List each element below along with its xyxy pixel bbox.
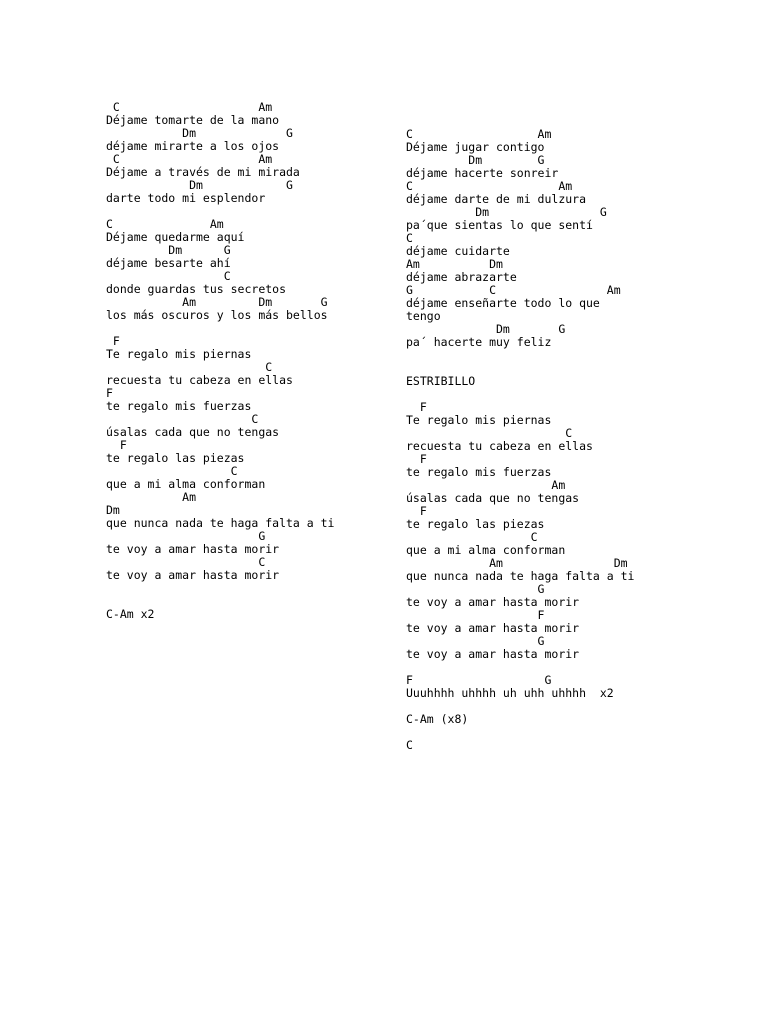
chord-line: C xyxy=(406,426,573,440)
chord-line: Dm xyxy=(106,503,120,517)
lyric-line: úsalas cada que no tengas xyxy=(106,425,280,439)
chord-line: F xyxy=(406,452,427,466)
chord-line: C Am xyxy=(106,217,224,231)
chord-line: C xyxy=(106,555,266,569)
lyric-line: te voy a amar hasta morir xyxy=(106,568,280,582)
chord-line: C xyxy=(106,269,231,283)
lyric-line: déjame abrazarte xyxy=(406,270,517,284)
lyric-line: Déjame tomarte de la mano xyxy=(106,113,280,127)
chord-line: C xyxy=(106,464,238,478)
lyric-line: darte todo mi esplendor xyxy=(106,191,266,205)
lyric-line: Déjame jugar contigo xyxy=(406,140,545,154)
chord-line: F xyxy=(106,386,113,400)
lyric-line: que nunca nada te haga falta a ti xyxy=(106,516,335,530)
chord-line: C Am xyxy=(406,179,573,193)
chord-line: G xyxy=(406,582,545,596)
lyric-line: ESTRIBILLO xyxy=(406,374,476,388)
lyric-line: que nunca nada te haga falta a ti xyxy=(406,569,635,583)
chord-line: G C Am xyxy=(406,283,621,297)
lyric-line: déjame hacerte sonreir xyxy=(406,166,559,180)
chord-line: G xyxy=(406,634,545,648)
lyric-line: déjame darte de mi dulzura xyxy=(406,192,587,206)
lyric-line: los más oscuros y los más bellos xyxy=(106,308,328,322)
chord-line: Dm G xyxy=(106,126,293,140)
lyric-line: Te regalo mis piernas xyxy=(406,413,552,427)
chord-line: F xyxy=(106,438,127,452)
chord-line: Am Dm G xyxy=(106,295,328,309)
lyric-line: déjame besarte ahí xyxy=(106,256,231,270)
lyric-line: C-Am (x8) xyxy=(406,712,469,726)
lyric-line: te voy a amar hasta morir xyxy=(106,542,280,556)
lyric-line: tengo xyxy=(406,309,441,323)
blank-line xyxy=(406,388,634,401)
chord-line: G xyxy=(106,529,266,543)
chord-line: C Am xyxy=(106,152,273,166)
lyric-line: te regalo mis fuerzas xyxy=(106,399,252,413)
lyric-line: te regalo mis fuerzas xyxy=(406,465,552,479)
lyric-line: recuesta tu cabeza en ellas xyxy=(406,439,593,453)
blank-line xyxy=(406,349,634,362)
chord-line: Am Dm xyxy=(406,257,503,271)
lyric-line: Te regalo mis piernas xyxy=(106,347,252,361)
chord-line: F xyxy=(406,400,427,414)
chord-line: C xyxy=(406,231,413,245)
lyric-line: que a mi alma conforman xyxy=(106,477,266,491)
chord-line: F xyxy=(406,608,545,622)
lyric-line: te regalo las piezas xyxy=(406,517,545,531)
lyric-line: recuesta tu cabeza en ellas xyxy=(106,373,293,387)
blank-line xyxy=(406,726,634,739)
lyric-line: te voy a amar hasta morir xyxy=(406,647,580,661)
lyric-line: te voy a amar hasta morir xyxy=(406,595,580,609)
lyric-line: te voy a amar hasta morir xyxy=(406,621,580,635)
chord-line: F G xyxy=(406,673,552,687)
chord-line: Am xyxy=(406,478,566,492)
chord-line: C Am xyxy=(406,127,552,141)
chord-line: Am Dm xyxy=(406,556,628,570)
lyric-line: déjame cuidarte xyxy=(406,244,510,258)
lyric-line: úsalas cada que no tengas xyxy=(406,491,580,505)
lyric-line: donde guardas tus secretos xyxy=(106,282,287,296)
blank-line xyxy=(106,322,334,335)
left-column xyxy=(106,101,334,621)
chord-line: Dm G xyxy=(106,178,293,192)
lyric-line: Déjame quedarme aquí xyxy=(106,230,245,244)
chord-line: C xyxy=(106,360,273,374)
right-column xyxy=(406,128,634,752)
chord-line: C Am xyxy=(106,100,273,114)
lyric-line: te regalo las piezas xyxy=(106,451,245,465)
chord-line: F xyxy=(106,334,120,348)
chord-line: Am xyxy=(106,490,197,504)
lyric-line: que a mi alma conforman xyxy=(406,543,566,557)
chord-line: Dm G xyxy=(406,322,566,336)
lyric-line: pa´que sientas lo que sentí xyxy=(406,218,593,232)
lyric-line: Uuuhhhh uhhhh uh uhh uhhhh x2 xyxy=(406,686,614,700)
chord-line: Dm G xyxy=(106,243,231,257)
chord-line: F xyxy=(406,504,427,518)
lyric-line: C-Am x2 xyxy=(106,607,155,621)
chord-line: C xyxy=(106,412,259,426)
lyric-line: Déjame a través de mi mirada xyxy=(106,165,300,179)
lyric-line: déjame enseñarte todo lo que xyxy=(406,296,600,310)
chord-line: C xyxy=(406,530,538,544)
lyric-line: déjame mirarte a los ojos xyxy=(106,139,280,153)
chord-line: Dm G xyxy=(406,153,545,167)
lyric-line: pa´ hacerte muy feliz xyxy=(406,335,552,349)
blank-line xyxy=(106,582,334,595)
chord-line: C xyxy=(406,738,413,752)
chord-line: Dm G xyxy=(406,205,607,219)
